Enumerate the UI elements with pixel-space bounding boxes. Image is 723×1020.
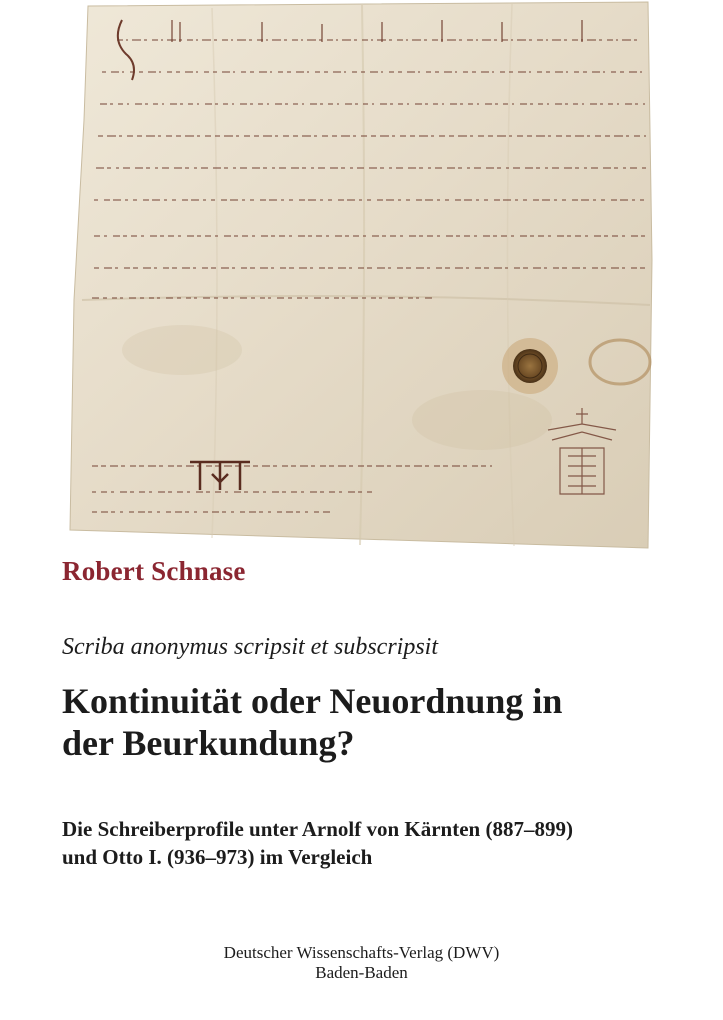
title-line-2: der Beurkundung? xyxy=(62,723,355,764)
book-subtitle xyxy=(62,815,712,872)
publisher-name: Deutscher Wissenschafts-Verlag (DWV) xyxy=(223,943,500,962)
cover-image xyxy=(62,0,658,550)
publisher-block xyxy=(0,943,723,984)
latin-subtitle: Scriba anonymus scripsit et subscripsit xyxy=(62,634,438,660)
book-title xyxy=(62,680,702,764)
publisher-place: Baden-Baden xyxy=(315,963,408,983)
subtitle-line-2: und Otto I. (936–973) im Vergleich xyxy=(62,845,373,870)
title-line-1: Kontinuität oder Neuordnung in xyxy=(62,681,563,721)
author-name: Robert Schnase xyxy=(62,556,246,586)
charter-illustration xyxy=(62,0,658,550)
subtitle-line-1: Die Schreiberprofile unter Arnolf von Kärnten (887–899) xyxy=(62,817,573,841)
